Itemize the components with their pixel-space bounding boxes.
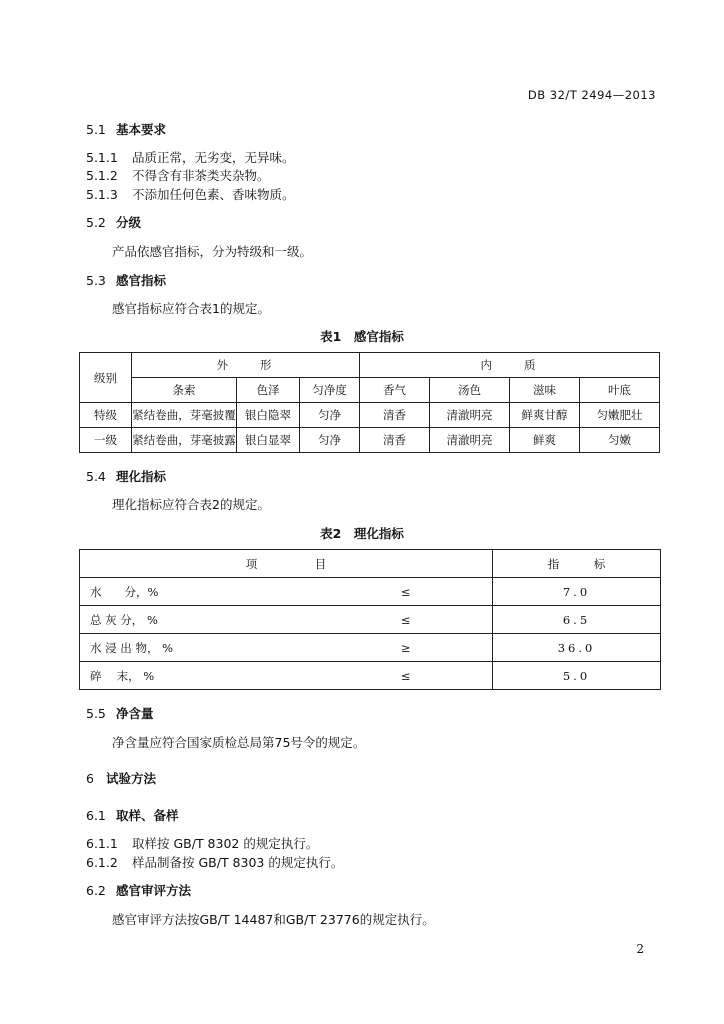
clause-text: 不得含有非茶类夹杂物。 — [132, 168, 270, 183]
section-title: 感官审评方法 — [116, 883, 192, 898]
table-subheader-row — [80, 378, 660, 403]
item-cell: 水 分，% — [80, 578, 320, 606]
section-number: 5.1 — [86, 122, 106, 137]
table-cell: 鲜爽甘醇 — [510, 403, 580, 428]
table-cell: 匀净 — [300, 403, 360, 428]
table-cell: 清香 — [360, 403, 430, 428]
table-header-row — [80, 353, 660, 378]
section-5-5-heading — [86, 704, 154, 722]
clause-text: 样品制备按 GB/T 8303 的规定执行。 — [132, 855, 344, 870]
clause-number: 5.1.3 — [86, 187, 118, 202]
item-cell: 总 灰 分， % — [80, 606, 320, 634]
physicochemical-table — [79, 549, 661, 690]
value-cell: 6.5 — [493, 606, 661, 634]
table-cell: 清澈明亮 — [430, 403, 510, 428]
table-cell: 清澈明亮 — [430, 428, 510, 453]
value-cell: 7.0 — [493, 578, 661, 606]
grade-cell: 特级 — [80, 403, 132, 428]
section-5-4-heading — [86, 467, 166, 485]
subheader-liquor: 汤色 — [430, 378, 510, 403]
table-cell: 匀嫩 — [580, 428, 660, 453]
quality-header: 内 质 — [360, 353, 660, 378]
section-number: 6 — [86, 771, 94, 786]
table-row — [80, 403, 660, 428]
section-number: 6.2 — [86, 883, 106, 898]
comparison-symbol: ≤ — [320, 606, 493, 634]
item-header: 项 目 — [80, 550, 493, 578]
subheader-taste: 滋味 — [510, 378, 580, 403]
section-number: 5.3 — [86, 273, 106, 288]
table-row — [80, 634, 661, 662]
clause-5-1-3 — [86, 185, 295, 203]
page-number: 2 — [636, 942, 644, 956]
table-cell: 银白显翠 — [237, 428, 300, 453]
section-5-3-text: 感官指标应符合表1的规定。 — [112, 301, 270, 316]
section-title: 净含量 — [116, 706, 154, 721]
clause-number: 5.1.1 — [86, 150, 118, 165]
clause-number: 6.1.1 — [86, 836, 118, 851]
section-number: 5.5 — [86, 706, 106, 721]
sensory-table — [79, 352, 660, 453]
clause-number: 5.1.2 — [86, 168, 118, 183]
table-cell: 鲜爽 — [510, 428, 580, 453]
table-cell: 匀净 — [300, 428, 360, 453]
section-6-heading — [86, 769, 156, 787]
section-title: 取样、备样 — [116, 808, 179, 823]
table-cell: 紧结卷曲，芽毫披覆 — [132, 403, 237, 428]
section-6-1-heading — [86, 806, 179, 824]
value-cell: 5.0 — [493, 662, 661, 690]
clause-5-1-1 — [86, 148, 295, 166]
subheader-evenness: 匀净度 — [300, 378, 360, 403]
section-5-4-text: 理化指标应符合表2的规定。 — [112, 497, 270, 512]
table-row — [80, 662, 661, 690]
section-5-2-text: 产品依感官指标，分为特级和一级。 — [112, 244, 313, 259]
table-1-caption: 表1 感官指标 — [320, 329, 404, 344]
value-cell: 36.0 — [493, 634, 661, 662]
clause-6-1-1 — [86, 834, 318, 852]
grade-header: 级别 — [80, 353, 132, 403]
section-6-2-heading — [86, 881, 191, 899]
table-header-row — [80, 550, 661, 578]
clause-number: 6.1.2 — [86, 855, 118, 870]
subheader-shape: 条索 — [132, 378, 237, 403]
comparison-symbol: ≤ — [320, 662, 493, 690]
grade-cell: 一级 — [80, 428, 132, 453]
section-title: 试验方法 — [106, 771, 157, 786]
subheader-leaf: 叶底 — [580, 378, 660, 403]
clause-text: 取样按 GB/T 8302 的规定执行。 — [132, 836, 319, 851]
table-row — [80, 606, 661, 634]
clause-6-1-2 — [86, 853, 343, 871]
comparison-symbol: ≥ — [320, 634, 493, 662]
table-cell: 银白隐翠 — [237, 403, 300, 428]
subheader-aroma: 香气 — [360, 378, 430, 403]
comparison-symbol: ≤ — [320, 578, 493, 606]
item-cell: 水 浸 出 物， % — [80, 634, 320, 662]
item-cell: 碎 末， % — [80, 662, 320, 690]
section-5-3-heading — [86, 271, 166, 289]
table-cell: 紧结卷曲，芽毫披露 — [132, 428, 237, 453]
appearance-header: 外 形 — [132, 353, 360, 378]
clause-text: 不添加任何色素、香味物质。 — [132, 187, 295, 202]
section-number: 5.4 — [86, 469, 106, 484]
table-cell: 匀嫩肥壮 — [580, 403, 660, 428]
section-title: 理化指标 — [116, 469, 167, 484]
table-row — [80, 578, 661, 606]
section-5-1-heading — [86, 120, 166, 138]
section-5-5-text: 净含量应符合国家质检总局第75号令的规定。 — [112, 735, 366, 750]
section-title: 感官指标 — [116, 273, 167, 288]
section-5-2-heading — [86, 213, 141, 231]
section-title: 分级 — [116, 215, 142, 230]
section-title: 基本要求 — [116, 122, 167, 137]
clause-text: 品质正常，无劣变，无异味。 — [132, 150, 295, 165]
table-2-caption: 表2 理化指标 — [320, 526, 404, 541]
subheader-color: 色泽 — [237, 378, 300, 403]
section-number: 5.2 — [86, 215, 106, 230]
table-cell: 清香 — [360, 428, 430, 453]
index-header: 指 标 — [493, 550, 661, 578]
clause-5-1-2 — [86, 166, 270, 184]
section-number: 6.1 — [86, 808, 106, 823]
document-code: DB 32/T 2494—2013 — [527, 88, 656, 102]
section-6-2-text: 感官审评方法按GB/T 14487和GB/T 23776的规定执行。 — [112, 912, 435, 927]
table-row — [80, 428, 660, 453]
